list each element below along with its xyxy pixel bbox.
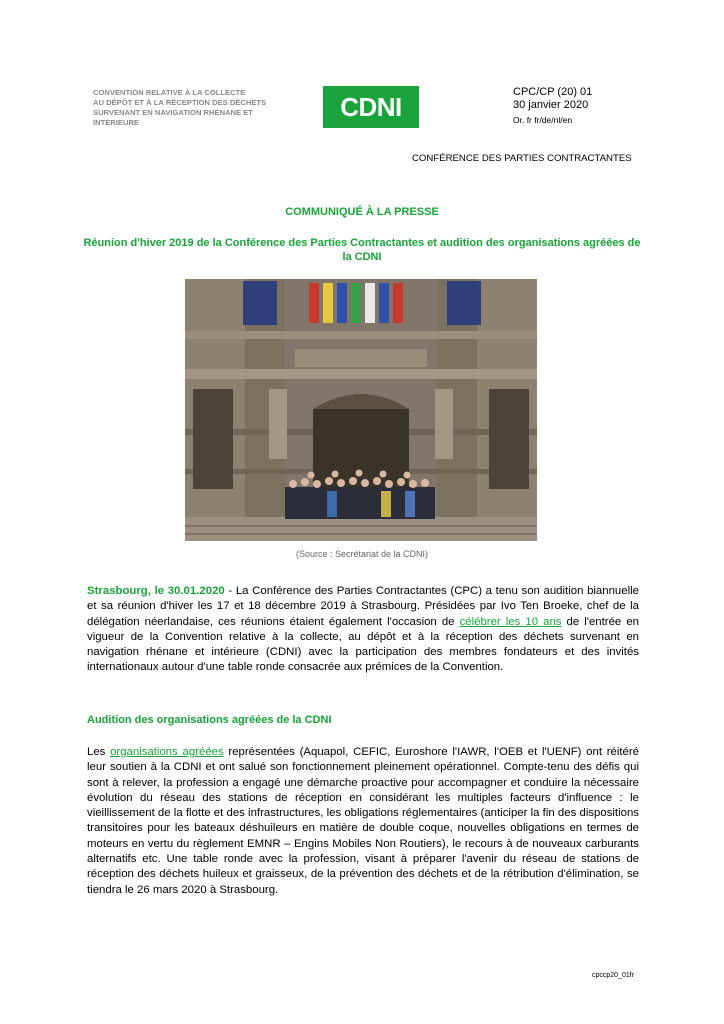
anniversary-link[interactable]: célébrer les 10 ans <box>459 615 562 628</box>
dateline: Strasbourg, le 30.01.2020 <box>87 585 225 597</box>
conference-label: CONFÉRENCE DES PARTIES CONTRACTANTES <box>412 153 632 164</box>
footer-reference: cpccp20_01fr <box>592 972 635 979</box>
reference-date: 30 janvier 2020 <box>513 99 589 111</box>
document-reference <box>513 86 663 127</box>
paragraph-intro <box>87 584 639 676</box>
convention-title <box>93 88 303 128</box>
press-release-title: COMMUNIQUÉ À LA PRESSE <box>285 206 439 218</box>
paragraph-text: représentées (Aquapol, CEFIC, Euroshore l'IAWR, l'OEB et l'UENF) ont réitéré leur soutien à la CDNI et ont salué son fonctionnement pleinement opérationnel. Compte-tenu des défis qui sont à relever, la profession a engagé une démarche proactive pour accompagner et conduire la nécessaire évolution du réseau des stations de réception en considérant les multiples facteurs d'influence : le vieillissement de la flotte et des infrastructures, les obligations réglementaires (anticiper la fin des dispositions transitoires pour les bateaux déshuileurs en matière de double coque, nouvelles obligations en termes de moteurs en vertu du règlement EMNR – Engins Mobiles Non Routiers), le recours à de nouveaux carburants alternatifs etc. Une table ronde avec la profession, visant à préparer l'avenir du réseau de stations de réception des déchets huileux et graisseux, de la prévention des déchets et de la rétribution d'élimination, se tiendra le 26 mars 2020 à Strasbourg. <box>87 746 640 896</box>
convention-line: SURVENANT EN NAVIGATION RHÉNANE ET <box>93 108 253 117</box>
logo-text: CDNI <box>340 91 402 122</box>
section-heading: Audition des organisations agréées de la CDNI <box>87 714 332 726</box>
paragraph-text: - La Conférence des Parties Contractantes (CPC) a tenu son audition biannuelle et sa réunion d'hiver les 17 et 18 décembre 2019 à Strasbourg. Présidées par Ivo Ten Broeke, chef de la délégation néerlandaise, ces réunions étaient également l'occasion de <box>87 585 640 628</box>
building-group-photo <box>185 279 537 541</box>
press-release-subtitle: Réunion d'hiver 2019 de la Conférence des Parties Contractantes et audition des organisations agréées de la CDNI <box>83 237 641 263</box>
paragraph-text: de l'entrée en vigueur de la Convention relative à la collecte, au dépôt et à la réception des déchets survenant en navigation rhénane et intérieure (CDNI) avec la participation des membres fondateurs et des invités internationaux autour d'une table ronde consacrée aux prémices de la Convention. <box>87 615 639 674</box>
reference-languages: Or. fr fr/de/nl/en <box>513 115 573 125</box>
paragraph-audition <box>87 745 639 898</box>
paragraph-text: Les <box>87 746 111 758</box>
cdni-logo <box>323 86 419 128</box>
convention-line: AU DÉPÔT ET À LA RÉCEPTION DES DÉCHETS <box>93 98 267 107</box>
photo-caption: (Source : Secrétariat de la CDNI) <box>295 549 429 559</box>
reference-code: CPC/CP (20) 01 <box>513 86 593 98</box>
convention-line: CONVENTION RELATIVE À LA COLLECTE <box>93 88 246 97</box>
organisations-link[interactable]: organisations agréées <box>110 746 224 758</box>
convention-line: INTÉRIEURE <box>93 118 139 127</box>
